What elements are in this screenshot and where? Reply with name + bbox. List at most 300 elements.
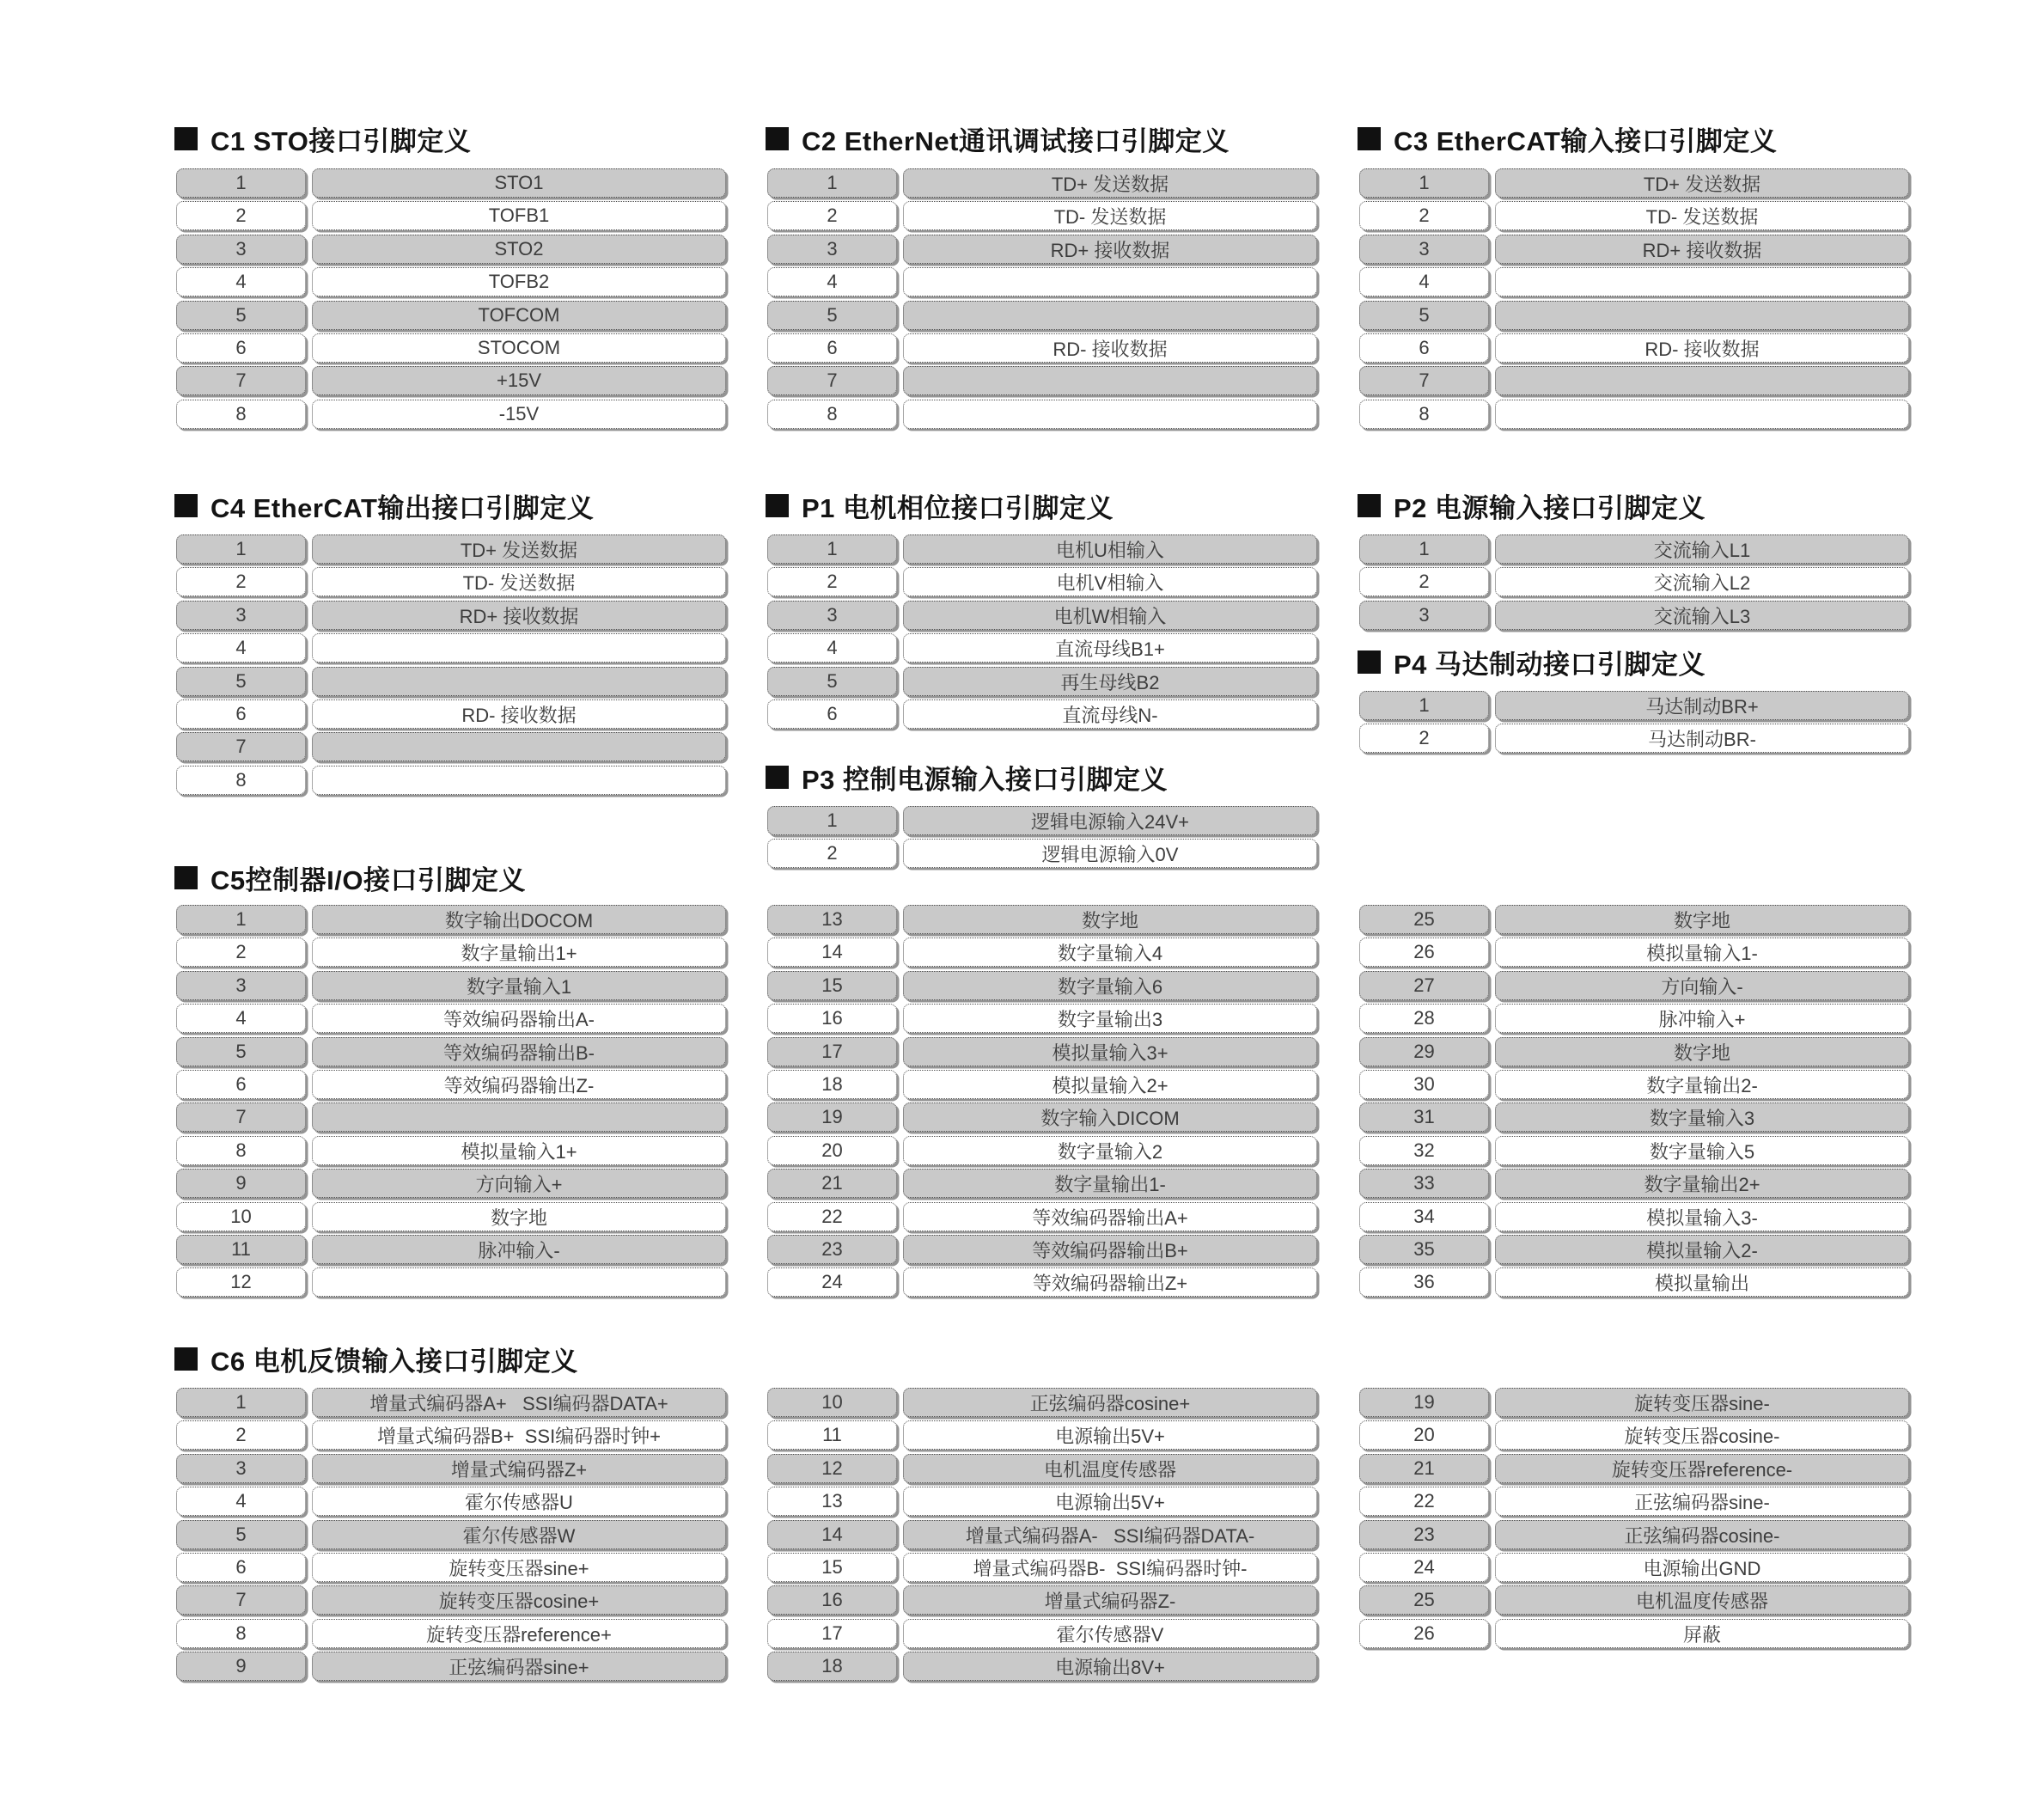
pin-description-cell xyxy=(1495,400,1909,429)
pin-description-cell: 数字量输出2- xyxy=(1495,1070,1909,1099)
pin-description-cell: 再生母线B2 xyxy=(903,667,1317,696)
pin-number-cell: 1 xyxy=(1359,691,1489,720)
table-row xyxy=(767,699,1317,729)
table-row xyxy=(1359,1070,1909,1099)
pin-description-cell xyxy=(903,366,1317,395)
table-row xyxy=(176,1520,726,1549)
table-row xyxy=(176,366,726,395)
table-row xyxy=(1359,1004,1909,1033)
pin-number-cell: 22 xyxy=(767,1202,897,1231)
table-row xyxy=(767,1267,1317,1297)
pin-number-cell: 2 xyxy=(767,839,897,868)
section-title-c3 xyxy=(1358,123,1777,154)
table-row xyxy=(767,534,1317,564)
pin-number-cell: 11 xyxy=(767,1420,897,1450)
pin-number-cell: 2 xyxy=(1359,567,1489,596)
pin-description-cell: TOFB1 xyxy=(312,201,726,230)
pin-description-cell: RD+ 接收数据 xyxy=(1495,235,1909,264)
pin-description-cell xyxy=(1495,267,1909,296)
section-title-text: C4 EtherCAT输出接口引脚定义 xyxy=(211,492,595,523)
pin-description-cell: 模拟量输入2- xyxy=(1495,1235,1909,1264)
section-title-p4 xyxy=(1358,646,1706,680)
pin-description-cell: 数字量输出3 xyxy=(903,1004,1317,1033)
pin-number-cell: 17 xyxy=(767,1037,897,1066)
table-row xyxy=(176,1585,726,1615)
pin-description-cell: 旋转变压器cosine+ xyxy=(312,1585,726,1615)
table-row xyxy=(1359,201,1909,230)
pin-number-cell: 5 xyxy=(176,301,306,330)
section-title-c5a xyxy=(174,862,526,893)
pin-number-cell: 7 xyxy=(176,1585,306,1615)
pin-number-cell: 6 xyxy=(767,333,897,363)
pin-number-cell: 1 xyxy=(767,168,897,198)
pin-number-cell: 7 xyxy=(176,1102,306,1132)
pin-description-cell: RD- 接收数据 xyxy=(1495,333,1909,363)
pin-description-cell: 数字量输入6 xyxy=(903,971,1317,1000)
table-row xyxy=(176,971,726,1000)
pin-description-cell xyxy=(312,732,726,761)
pin-table-c5a xyxy=(176,905,726,1301)
section-title-text: C1 STO接口引脚定义 xyxy=(211,125,472,156)
table-row xyxy=(1359,1202,1909,1231)
pin-description-cell: TD- 发送数据 xyxy=(1495,201,1909,230)
pin-description-cell: 方向输入- xyxy=(1495,971,1909,1000)
table-row xyxy=(767,1037,1317,1066)
table-row xyxy=(176,1070,726,1099)
table-row xyxy=(1359,1267,1909,1297)
pin-description-cell: 电源输出8V+ xyxy=(903,1652,1317,1681)
table-row xyxy=(1359,971,1909,1000)
pin-description-cell: RD- 接收数据 xyxy=(312,699,726,729)
pin-number-cell: 6 xyxy=(176,1553,306,1582)
table-row xyxy=(1359,691,1909,720)
pin-description-cell: +15V xyxy=(312,366,726,395)
pin-description-cell xyxy=(312,633,726,663)
pin-description-cell: 增量式编码器Z- xyxy=(903,1585,1317,1615)
table-row xyxy=(176,905,726,934)
pin-description-cell: 模拟量输入1+ xyxy=(312,1136,726,1165)
pin-description-cell: 霍尔传感器W xyxy=(312,1520,726,1549)
pin-description-cell: 电机W相输入 xyxy=(903,601,1317,630)
pin-number-cell: 4 xyxy=(767,267,897,296)
pin-description-cell: 数字地 xyxy=(903,905,1317,934)
table-row xyxy=(767,1487,1317,1516)
table-row xyxy=(176,201,726,230)
pin-number-cell: 18 xyxy=(767,1070,897,1099)
table-row xyxy=(767,667,1317,696)
pin-description-cell: 电源输出5V+ xyxy=(903,1487,1317,1516)
pin-number-cell: 23 xyxy=(767,1235,897,1264)
section-bullet-icon xyxy=(1358,650,1381,674)
table-row xyxy=(1359,1585,1909,1615)
pin-description-cell: 等效编码器输出Z- xyxy=(312,1070,726,1099)
table-row xyxy=(1359,400,1909,429)
section-title-c1 xyxy=(174,123,471,154)
pin-number-cell: 30 xyxy=(1359,1070,1489,1099)
table-row xyxy=(176,1487,726,1516)
pin-number-cell: 12 xyxy=(767,1454,897,1483)
pin-number-cell: 6 xyxy=(767,699,897,729)
pin-number-cell: 11 xyxy=(176,1235,306,1264)
pin-number-cell: 8 xyxy=(176,1619,306,1648)
pin-description-cell: 直流母线N- xyxy=(903,699,1317,729)
pin-number-cell: 24 xyxy=(767,1267,897,1297)
pin-number-cell: 10 xyxy=(176,1202,306,1231)
section-bullet-icon xyxy=(766,127,789,150)
pin-number-cell: 3 xyxy=(176,1454,306,1483)
table-row xyxy=(176,766,726,795)
pin-description-cell: 霍尔传感器V xyxy=(903,1619,1317,1648)
pin-number-cell: 5 xyxy=(767,667,897,696)
pin-number-cell: 26 xyxy=(1359,937,1489,967)
pin-description-cell: 等效编码器输出B+ xyxy=(903,1235,1317,1264)
pin-number-cell: 4 xyxy=(176,633,306,663)
pin-number-cell: 35 xyxy=(1359,1235,1489,1264)
pin-description-cell: 数字量输入1 xyxy=(312,971,726,1000)
pin-number-cell: 1 xyxy=(767,806,897,835)
pin-table-c5c xyxy=(1359,905,1909,1301)
pin-number-cell: 9 xyxy=(176,1652,306,1681)
pin-description-cell: RD+ 接收数据 xyxy=(903,235,1317,264)
section-bullet-icon xyxy=(1358,494,1381,517)
pin-number-cell: 27 xyxy=(1359,971,1489,1000)
pin-number-cell: 2 xyxy=(767,201,897,230)
pin-description-cell: STO1 xyxy=(312,168,726,198)
table-row xyxy=(176,1619,726,1648)
table-row xyxy=(1359,1520,1909,1549)
table-row xyxy=(176,1267,726,1297)
pin-description-cell: 增量式编码器A+ SSI编码器DATA+ xyxy=(312,1388,726,1417)
table-row xyxy=(767,839,1317,868)
pin-number-cell: 36 xyxy=(1359,1267,1489,1297)
pin-table-c1 xyxy=(176,168,726,432)
pin-description-cell: RD- 接收数据 xyxy=(903,333,1317,363)
pin-description-cell: 正弦编码器sine+ xyxy=(312,1652,726,1681)
pin-table-c2 xyxy=(767,168,1317,432)
pin-description-cell: 交流输入L2 xyxy=(1495,567,1909,596)
pin-description-cell: 等效编码器输出A+ xyxy=(903,1202,1317,1231)
section-bullet-icon xyxy=(766,766,789,789)
pin-number-cell: 19 xyxy=(767,1102,897,1132)
pin-number-cell: 6 xyxy=(176,1070,306,1099)
pin-table-c3 xyxy=(1359,168,1909,432)
table-row xyxy=(176,168,726,198)
pin-number-cell: 34 xyxy=(1359,1202,1489,1231)
pin-number-cell: 29 xyxy=(1359,1037,1489,1066)
pin-number-cell: 20 xyxy=(1359,1420,1489,1450)
pin-description-cell: 数字地 xyxy=(1495,905,1909,934)
table-row xyxy=(1359,301,1909,330)
table-row xyxy=(176,601,726,630)
table-row xyxy=(176,1169,726,1198)
pin-description-cell: 逻辑电源输入0V xyxy=(903,839,1317,868)
section-bullet-icon xyxy=(174,866,198,889)
pin-description-cell: 旋转变压器sine+ xyxy=(312,1553,726,1582)
table-row xyxy=(1359,937,1909,967)
pin-number-cell: 4 xyxy=(767,633,897,663)
pin-number-cell: 8 xyxy=(176,400,306,429)
table-row xyxy=(1359,724,1909,753)
pin-number-cell: 25 xyxy=(1359,1585,1489,1615)
table-row xyxy=(1359,1102,1909,1132)
pin-table-c6c xyxy=(1359,1388,1909,1652)
table-row xyxy=(767,1619,1317,1648)
pin-number-cell: 21 xyxy=(1359,1454,1489,1483)
pin-number-cell: 5 xyxy=(176,1520,306,1549)
pin-description-cell: 正弦编码器cosine- xyxy=(1495,1520,1909,1549)
pin-number-cell: 25 xyxy=(1359,905,1489,934)
table-row xyxy=(1359,1037,1909,1066)
pin-description-cell: 屏蔽 xyxy=(1495,1619,1909,1648)
pin-number-cell: 5 xyxy=(767,301,897,330)
pin-table-p1 xyxy=(767,534,1317,732)
table-row xyxy=(1359,366,1909,395)
table-row xyxy=(1359,534,1909,564)
table-row xyxy=(176,534,726,564)
pin-number-cell: 32 xyxy=(1359,1136,1489,1165)
table-row xyxy=(176,1136,726,1165)
pin-number-cell: 5 xyxy=(176,667,306,696)
pin-number-cell: 3 xyxy=(176,235,306,264)
pin-number-cell: 4 xyxy=(1359,267,1489,296)
pin-description-cell: 数字地 xyxy=(1495,1037,1909,1066)
table-row xyxy=(176,1652,726,1681)
pin-description-cell: 等效编码器输出Z+ xyxy=(903,1267,1317,1297)
section-title-c6a xyxy=(174,1343,578,1377)
table-row xyxy=(767,1420,1317,1450)
section-title-text: P2 电源输入接口引脚定义 xyxy=(1394,492,1706,523)
pin-description-cell xyxy=(312,1267,726,1297)
table-row xyxy=(176,400,726,429)
section-title-text: C6 电机反馈输入接口引脚定义 xyxy=(211,1346,578,1377)
pin-number-cell: 7 xyxy=(1359,366,1489,395)
pin-description-cell xyxy=(312,667,726,696)
pin-number-cell: 1 xyxy=(767,534,897,564)
table-row xyxy=(176,1037,726,1066)
table-row xyxy=(176,301,726,330)
pin-description-cell: 数字量输入3 xyxy=(1495,1102,1909,1132)
pin-description-cell: 等效编码器输出B- xyxy=(312,1037,726,1066)
pin-number-cell: 1 xyxy=(1359,168,1489,198)
table-row xyxy=(767,333,1317,363)
table-row xyxy=(767,905,1317,934)
table-row xyxy=(1359,1487,1909,1516)
pin-description-cell: 正弦编码器cosine+ xyxy=(903,1388,1317,1417)
pin-description-cell: 模拟量输入1- xyxy=(1495,937,1909,967)
table-row xyxy=(1359,168,1909,198)
pin-number-cell: 1 xyxy=(176,534,306,564)
pin-description-cell: TD- 发送数据 xyxy=(312,567,726,596)
table-row xyxy=(176,1420,726,1450)
pin-number-cell: 6 xyxy=(176,699,306,729)
pin-description-cell: TD+ 发送数据 xyxy=(312,534,726,564)
pin-table-p4 xyxy=(1359,691,1909,757)
table-row xyxy=(176,1102,726,1132)
table-row xyxy=(767,1585,1317,1615)
pin-number-cell: 5 xyxy=(176,1037,306,1066)
pin-number-cell: 14 xyxy=(767,937,897,967)
table-row xyxy=(767,1202,1317,1231)
pin-number-cell: 13 xyxy=(767,905,897,934)
pin-number-cell: 4 xyxy=(176,267,306,296)
pin-description-cell xyxy=(903,267,1317,296)
pin-number-cell: 2 xyxy=(176,937,306,967)
pin-number-cell: 1 xyxy=(1359,534,1489,564)
pin-description-cell: 增量式编码器A- SSI编码器DATA- xyxy=(903,1520,1317,1549)
pin-table-p2 xyxy=(1359,534,1909,633)
pin-number-cell: 24 xyxy=(1359,1553,1489,1582)
pin-number-cell: 2 xyxy=(176,1420,306,1450)
pin-number-cell: 21 xyxy=(767,1169,897,1198)
pin-number-cell: 5 xyxy=(1359,301,1489,330)
pin-number-cell: 4 xyxy=(176,1487,306,1516)
pin-number-cell: 28 xyxy=(1359,1004,1489,1033)
table-row xyxy=(176,567,726,596)
pin-number-cell: 8 xyxy=(176,766,306,795)
pin-number-cell: 15 xyxy=(767,1553,897,1582)
table-row xyxy=(1359,1235,1909,1264)
table-row xyxy=(176,235,726,264)
table-row xyxy=(1359,1619,1909,1648)
table-row xyxy=(767,1235,1317,1264)
table-row xyxy=(767,168,1317,198)
pin-description-cell: 马达制动BR- xyxy=(1495,724,1909,753)
table-row xyxy=(767,400,1317,429)
table-row xyxy=(1359,567,1909,596)
pin-number-cell: 7 xyxy=(176,366,306,395)
pin-number-cell: 7 xyxy=(767,366,897,395)
table-row xyxy=(176,633,726,663)
section-title-text: P1 电机相位接口引脚定义 xyxy=(802,492,1114,523)
pin-description-cell: 电机温度传感器 xyxy=(903,1454,1317,1483)
pin-number-cell: 2 xyxy=(176,567,306,596)
table-row xyxy=(176,333,726,363)
table-row xyxy=(767,201,1317,230)
table-row xyxy=(1359,1388,1909,1417)
table-row xyxy=(767,235,1317,264)
pin-description-cell: 直流母线B1+ xyxy=(903,633,1317,663)
pin-number-cell: 13 xyxy=(767,1487,897,1516)
pin-number-cell: 6 xyxy=(176,333,306,363)
table-row xyxy=(767,1102,1317,1132)
section-title-p3 xyxy=(766,761,1168,795)
section-title-text: P3 控制电源输入接口引脚定义 xyxy=(802,764,1168,795)
pin-description-cell: 增量式编码器B+ SSI编码器时钟+ xyxy=(312,1420,726,1450)
table-row xyxy=(176,1553,726,1582)
pin-number-cell: 1 xyxy=(176,168,306,198)
pin-description-cell: 旋转变压器cosine- xyxy=(1495,1420,1909,1450)
table-row xyxy=(767,567,1317,596)
pin-description-cell: 增量式编码器Z+ xyxy=(312,1454,726,1483)
section-title-c2 xyxy=(766,123,1230,154)
table-row xyxy=(176,1202,726,1231)
pin-description-cell: TD+ 发送数据 xyxy=(1495,168,1909,198)
pin-description-cell: TOFCOM xyxy=(312,301,726,330)
pin-description-cell: 电源输出5V+ xyxy=(903,1420,1317,1450)
table-row xyxy=(176,1235,726,1264)
pin-description-cell: TOFB2 xyxy=(312,267,726,296)
pin-description-cell xyxy=(312,1102,726,1132)
table-row xyxy=(1359,333,1909,363)
pin-description-cell: 数字量输入2 xyxy=(903,1136,1317,1165)
pin-description-cell: TD+ 发送数据 xyxy=(903,168,1317,198)
pin-number-cell: 3 xyxy=(1359,601,1489,630)
pin-number-cell: 1 xyxy=(176,1388,306,1417)
pin-description-cell: RD+ 接收数据 xyxy=(312,601,726,630)
pin-number-cell: 3 xyxy=(767,601,897,630)
pin-description-cell: 数字量输出2+ xyxy=(1495,1169,1909,1198)
pin-description-cell: 数字量输出1+ xyxy=(312,937,726,967)
pin-table-c4 xyxy=(176,534,726,798)
table-row xyxy=(767,1070,1317,1099)
table-row xyxy=(1359,267,1909,296)
pin-description-cell xyxy=(1495,366,1909,395)
pin-number-cell: 17 xyxy=(767,1619,897,1648)
table-row xyxy=(1359,1454,1909,1483)
pin-number-cell: 33 xyxy=(1359,1169,1489,1198)
table-row xyxy=(767,1004,1317,1033)
section-bullet-icon xyxy=(766,494,789,517)
table-row xyxy=(1359,905,1909,934)
pin-description-cell: TD- 发送数据 xyxy=(903,201,1317,230)
table-row xyxy=(1359,1169,1909,1198)
pin-description-cell: 旋转变压器reference+ xyxy=(312,1619,726,1648)
pin-number-cell: 8 xyxy=(1359,400,1489,429)
pin-description-cell: 旋转变压器reference- xyxy=(1495,1454,1909,1483)
table-row xyxy=(176,267,726,296)
pin-number-cell: 23 xyxy=(1359,1520,1489,1549)
pin-number-cell: 3 xyxy=(176,971,306,1000)
pin-description-cell: 模拟量输入3+ xyxy=(903,1037,1317,1066)
pin-number-cell: 2 xyxy=(176,201,306,230)
pin-number-cell: 2 xyxy=(1359,201,1489,230)
pin-number-cell: 1 xyxy=(176,905,306,934)
pin-description-cell: 电机V相输入 xyxy=(903,567,1317,596)
pin-number-cell: 26 xyxy=(1359,1619,1489,1648)
pin-number-cell: 14 xyxy=(767,1520,897,1549)
table-row xyxy=(767,1553,1317,1582)
pin-number-cell: 15 xyxy=(767,971,897,1000)
pin-description-cell: STOCOM xyxy=(312,333,726,363)
section-title-c4 xyxy=(174,490,594,521)
pin-table-p3 xyxy=(767,806,1317,872)
table-row xyxy=(767,601,1317,630)
table-row xyxy=(176,667,726,696)
table-row xyxy=(1359,235,1909,264)
section-title-text: C5控制器I/O接口引脚定义 xyxy=(211,864,526,895)
section-title-p2 xyxy=(1358,490,1705,521)
pin-table-c6a xyxy=(176,1388,726,1685)
pin-description-cell: 电机U相输入 xyxy=(903,534,1317,564)
table-row xyxy=(767,1388,1317,1417)
pin-number-cell: 2 xyxy=(767,567,897,596)
pin-number-cell: 9 xyxy=(176,1169,306,1198)
table-row xyxy=(767,366,1317,395)
table-row xyxy=(767,1520,1317,1549)
table-row xyxy=(1359,1420,1909,1450)
pin-description-cell: 等效编码器输出A- xyxy=(312,1004,726,1033)
pin-number-cell: 8 xyxy=(176,1136,306,1165)
pin-description-cell: 交流输入L1 xyxy=(1495,534,1909,564)
pin-number-cell: 16 xyxy=(767,1004,897,1033)
table-row xyxy=(767,806,1317,835)
table-row xyxy=(767,937,1317,967)
section-title-text: P4 马达制动接口引脚定义 xyxy=(1394,649,1706,680)
section-bullet-icon xyxy=(1358,127,1381,150)
pin-description-cell: STO2 xyxy=(312,235,726,264)
pin-number-cell: 22 xyxy=(1359,1487,1489,1516)
table-row xyxy=(176,1454,726,1483)
